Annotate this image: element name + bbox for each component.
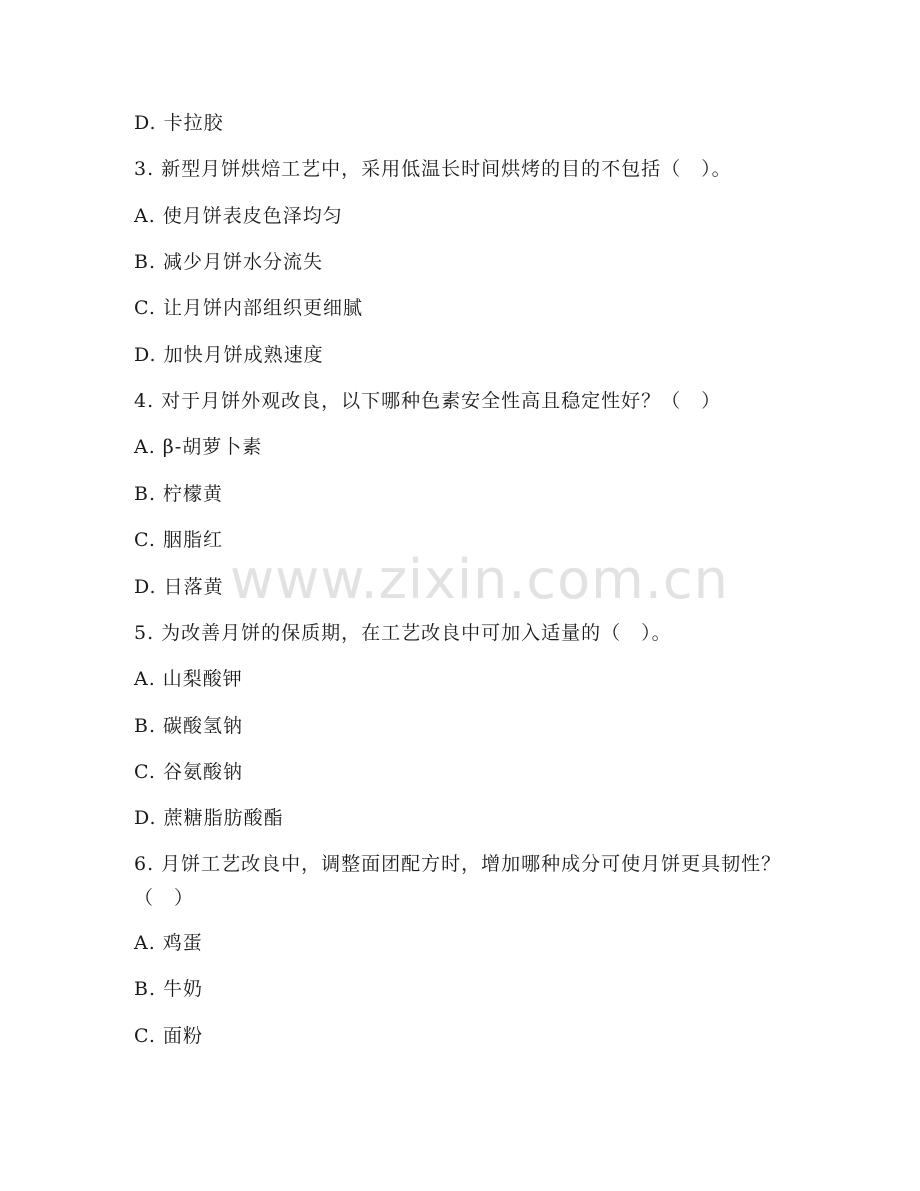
q3-option-b: B. 减少月饼水分流失 bbox=[134, 251, 324, 273]
q3-option-d: D. 加快月饼成熟速度 bbox=[134, 344, 324, 366]
q6-question: 6. 月饼工艺改良中，调整面团配方时，增加哪种成分可使月饼更具韧性？（ ） bbox=[134, 853, 782, 909]
q5-option-c: C. 谷氨酸钠 bbox=[134, 761, 243, 783]
q5-option-d: D. 蔗糖脂肪酸酯 bbox=[134, 807, 284, 829]
site-watermark: www.zixin.com.cn bbox=[230, 548, 729, 611]
q4-question: 4. 对于月饼外观改良，以下哪种色素安全性高且稳定性好？（ ） bbox=[134, 390, 722, 412]
q4-option-d: D. 日落黄 bbox=[134, 576, 224, 598]
q5-option-a: A. 山梨酸钾 bbox=[134, 668, 243, 690]
q3-option-a: A. 使月饼表皮色泽均匀 bbox=[134, 205, 343, 227]
q6-option-a: A. 鸡蛋 bbox=[134, 932, 203, 954]
q6-option-b: B. 牛奶 bbox=[134, 978, 204, 1000]
q2-option-d: D. 卡拉胶 bbox=[134, 112, 224, 134]
q3-option-c: C. 让月饼内部组织更细腻 bbox=[134, 297, 363, 319]
q3-question: 3. 新型月饼烘焙工艺中，采用低温长时间烘烤的目的不包括（ ）。 bbox=[134, 158, 732, 180]
q4-option-b: B. 柠檬黄 bbox=[134, 483, 224, 505]
q5-option-b: B. 碳酸氢钠 bbox=[134, 715, 244, 737]
q4-option-c: C. 胭脂红 bbox=[134, 529, 223, 551]
q6-option-c: C. 面粉 bbox=[134, 1025, 203, 1047]
q4-option-a: A. β-胡萝卜素 bbox=[134, 436, 263, 458]
q5-question: 5. 为改善月饼的保质期，在工艺改良中可加入适量的（ ）。 bbox=[134, 622, 672, 644]
